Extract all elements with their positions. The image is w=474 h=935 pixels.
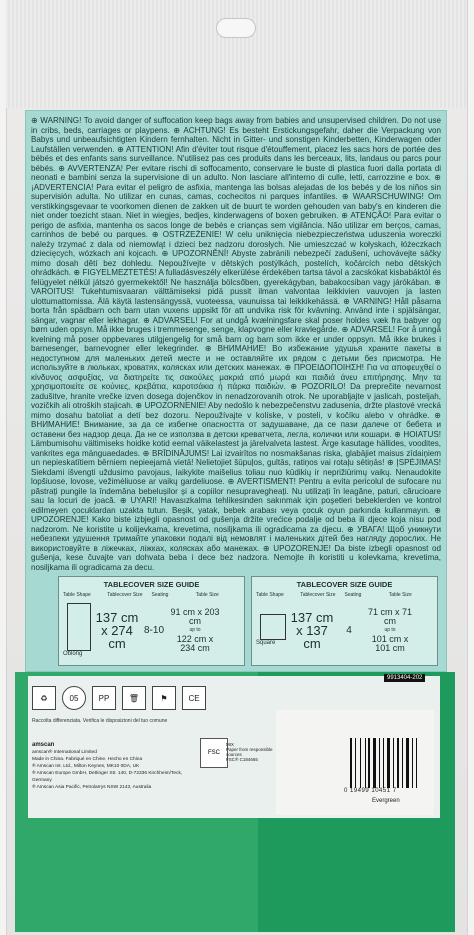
- barcode-bar: [383, 738, 384, 788]
- size-guide-row: [59, 598, 244, 662]
- header-table-shape: Table Shape: [256, 592, 284, 598]
- warning-paragraph: ⊕ УВАГА! Щоб уникнути небезпеки удушення тримайте упаковки подалі від немовлят і маленьких дітей без нагляду дорослих. Не використовуйте в ліжечках, ліжках, колясках або манежах.: [31, 524, 442, 553]
- table-size-cell: [169, 608, 221, 653]
- hang-hole: [216, 18, 256, 38]
- size-guide-title: TABLECOVER SIZE GUIDE: [103, 580, 200, 589]
- maker-line: amscan® International Limited: [32, 750, 97, 755]
- cover-size-value: 137 cm x 274 cm: [95, 609, 139, 651]
- square-shape-icon: [260, 614, 286, 640]
- barcode-bar: [416, 738, 417, 788]
- ce-mark-icon: CE: [182, 686, 206, 710]
- header-table-size: Table Size: [195, 592, 219, 598]
- barcode-bar: [393, 738, 394, 788]
- warning-paragraph: ⊕ ATENÇÃO! Para evitar o perigo de asfixia, mantenha os sacos longe de bebés e crianças sem vigilância. Não utilizar em berços, camas, carrinhos de bebé ou parques.: [31, 211, 441, 239]
- bag-header-seal: [6, 0, 466, 108]
- maker-line: ® Amscan Asia Pacific, Petrolarrys NSW 2143, Australia: [32, 785, 152, 790]
- pp-label: [92, 686, 116, 710]
- warning-paragraph: ⊕ ADVARSEL! For å unngå kvelning må poser oppbevares utilgjengelig for små barn og barn som ikke er under oppsyn. Må ikke brukes i barnesenger, barnevogner eller lekegrinder.: [31, 325, 441, 353]
- barcode-bar: [379, 738, 380, 788]
- brand-logo: amscan: [32, 742, 55, 748]
- warning-paragraph: ⊕ UPOZORENJE! Da biste izbegli opasnost od gušenja, kese čuvajte van dohvata beba i dece bez nadzora. Nemojte ih koristiti u kolevkama, krevetima, nosiljkama ili ogradicama za decu.: [31, 543, 441, 572]
- size-guide-square: [251, 576, 438, 666]
- oblong-shape-icon: [67, 603, 91, 651]
- tablecover-size-guide: [58, 576, 438, 666]
- fsc-text: FSC: [208, 750, 220, 756]
- up-to-label: up to: [384, 626, 396, 633]
- fsc-details: [226, 742, 274, 762]
- seating-value: 8-10: [143, 624, 164, 636]
- table-size-max: 101 cm x 101 cm: [371, 633, 409, 653]
- warning-paragraph: ⊕ AVERTISMENT! Pentru a evita pericolul de sufocare nu păstrați pungile la îndemâna bebelușilor și a copiilor nesupravegheați. Nu utilizați în leagăne, paturi, cărucioare sau la locuri de joacă.: [31, 477, 441, 505]
- warning-paragraph: ⊕ ΠΡΟΕΙΔΟΠΟΙΗΣΗ! Για να αποφευχθεί ο κίνδυνος ασφυξίας, να διατηρείτε τις σακούλες μακριά από μωρά και παιδιά άνευ επιτήρησης. Μην τα χρησιμοποιείτε σε κούνιες, κρεβάτια, καροτσάκια ή πάρκα παιδιών.: [31, 363, 442, 391]
- fsc-source: Paper from responsible sources: [226, 747, 273, 757]
- warning-paragraph: ⊕ VARNING! Håll påsarna borta från spädbarn och barn utan vuxens uppsikt för att undvika risk för kvävning. Använd inte i spjälsängar, sängar, vagnar eller lekhagar.: [31, 296, 442, 325]
- warning-paragraph: ⊕ UPOZORENJE! Kako biste izbjegli opasnost od gušenja držite vrećice podalje od beba ili djece koja nisu pod nadzorom. Ne koristite u kolijevkama, krevetima, nosiljkama ili ogradicama za djecu.: [31, 505, 441, 534]
- warning-paragraph: ⊕ UYARI! Havasızkalma tehlikesinden sakınmak için poşetleri bebeklerden ve kontrol edilmeyen çocuklardan uzakta tutun. Beşik, yatak, bebek arabası veya çocuk oyun parkında kullanmayın.: [31, 496, 441, 515]
- warning-paragraph: ⊕ POZORILO! Da preprečite nevarnost zadušitve, hranite vrečke izven dosega dojenčkov in nenadzorovanih otrok. Ne uporabljajte v jaslicah, posteljah, vozičkih ali otroških stajicah.: [31, 382, 442, 410]
- tidy-man-icon: ⚑: [152, 686, 176, 710]
- warning-paragraph: ⊕ FIGYELMEZTETÉS! A fulladásveszély elkerülése érdekében tartsa távol a zacskókat kisbabáktól és felügyelet nélkül játszó gyermekektől! Ne használja bölcsőben, gyerekágyban, babakocsiban vagy járókában.: [31, 268, 441, 287]
- recycle-code: 05: [69, 693, 79, 703]
- warning-paragraph: ⊕ UPOZORNĚNÍ! Abyste zabránili nebezpečí zadušení, uchovávejte sáčky mimo dosah dětí bez dohledu. Nepoužívejte v dětských postýlkách, postelích, kočárcích nebo dětských ohrádkách.: [31, 249, 441, 277]
- header-seating: Seating: [344, 592, 362, 598]
- barcode-bar: [397, 738, 399, 788]
- barcode-bar: [373, 738, 376, 788]
- barcode-bar: [355, 738, 356, 788]
- up-to-label: up to: [189, 626, 201, 633]
- barcode-bar: [402, 738, 403, 788]
- header-cover-size: Tablecover Size: [107, 592, 143, 598]
- warning-paragraph: ⊕ WARNING! To avoid danger of suffocation keep bags away from babies and unsupervised children. Do not use in cribs, beds, carriages or playpens.: [31, 116, 441, 135]
- manufacturer-info: [32, 742, 192, 791]
- table-size-min: 71 cm x 71 cm: [367, 606, 413, 626]
- fsc-logo-icon: [200, 738, 228, 768]
- warning-paragraph: ⊕ WAARSCHUWING! Om verstikkingsgevaar te voorkomen dienen de zakken uit de buurt te worden gehouden van baby's en kinderen die niet onder toezicht staan. Niet in wiegjes, bedjes, kinderwagens of boxen gebruiken.: [31, 192, 442, 220]
- sku-number: 9913404-202: [384, 674, 425, 682]
- shape-cell: [256, 614, 290, 646]
- recycling-icons: [32, 686, 206, 710]
- shape-cell: [63, 603, 95, 657]
- barcode-bar: [350, 738, 352, 788]
- seating-value: 4: [346, 624, 352, 636]
- table-size-min: 91 cm x 203 cm: [170, 606, 220, 626]
- barcode-bar: [387, 738, 390, 788]
- warning-paragraph: ⊕ ВНИМАНИЕ! Внимание, за да се избегне опасността от задушаване, да се пази далече от бебета и оставени без надзор деца. Да не се използва в детски креватчета, легла, колички или кошари.: [31, 410, 441, 439]
- barcode-bar: [365, 738, 366, 788]
- warning-paragraph: ⊕ ВНИМАНИЕ! Во избежание удушья храните пакеты в недоступном для маленьких детей месте и не оставляйте их рядом с детьми без присмотра. Не используйте в люльках, кроватях, колясках или детских манежах.: [31, 344, 441, 372]
- warning-paragraph: ⊕ AVVERTENZA! Per evitare rischi di soffocamento, conservare le buste di plastica fuori dalla portata di neonati e bambini senza la supervisione di un adulto. Non lasciare all'interno di culle, letti, carrozzine e box.: [31, 163, 441, 182]
- recycle-note: Raccolta differenziata. Verifica le disposizioni del tuo comune: [32, 718, 168, 724]
- pp-recycle-icon: [62, 686, 86, 710]
- warning-paragraph: ⊕ VAROITUS! Tukehtumisvaaran välttämiseksi pidä pussit ilman valvontaa leikkivien vauvojen ja lasten ulottumattomissa. Älä käytä lastensängyssä, vuoteessa, vaunuissa tai leikkikehässä.: [31, 277, 442, 306]
- barcode-icon: [350, 738, 420, 788]
- recycle-box-icon: ♻: [32, 686, 56, 710]
- header-table-size: Table Size: [388, 592, 412, 598]
- header-seating: Seating: [151, 592, 169, 598]
- size-guide-headers: [252, 589, 437, 598]
- fsc-code: FSC® C184665: [226, 757, 258, 762]
- barcode-bar: [360, 738, 361, 788]
- warning-paragraph: ⊕ OSTRZEŻENIE! W celu uniknięcia niebezpieczeństwa uduszenia woreczki należy trzymać z dala od niemowląt i dzieci bez nadzoru dorosłych. Nie umieszczać w kołyskach, łóżeczkach dziecięcych, wózkach ani kojcach.: [31, 230, 442, 258]
- warning-paragraph: ⊕ ĮSPĖJIMAS! Siekdami išvengti uždusimo pavojaus, laikykite maišelius toliau nuo kūdikių ir neprižiūrimų vaikų. Nenaudokite lopšiuose, lovose, vežimėliuose ar vaikų gardeliuose.: [31, 458, 442, 486]
- table-size-max: 122 cm x 234 cm: [176, 633, 214, 653]
- warning-paragraph: ⊕ ADVARSEL! For at undgå kvælningsfare skal poser holdes væk fra babyer og børn uden opsyn. Må ikke bruges i tremmesenge, senge, klapvogne eller kravlegårde.: [31, 315, 441, 334]
- shape-label: Square: [256, 640, 276, 646]
- color-name: Evergreen: [372, 798, 400, 804]
- barcode-bar: [368, 738, 370, 788]
- header-table-shape: Table Shape: [63, 592, 91, 598]
- warning-text-block: [31, 116, 442, 572]
- shape-label: Oblong: [63, 651, 83, 657]
- size-guide-oblong: [58, 576, 245, 666]
- bin-icon: 🗑: [122, 686, 146, 710]
- warning-paragraph: ⊕ BRĪDINĀJUMS! Lai izvairītos no nosmakšanas riska, glabājiet maisus zīdaiņiem un nepieskatītiem bērniem nepieejamā vietā! Nelietojiet šūpuļos, gultās, ratiņos vai rotaļu sētiņās!: [31, 448, 441, 467]
- size-guide-title: TABLECOVER SIZE GUIDE: [296, 580, 393, 589]
- header-cover-size: Tablecover Size: [300, 592, 336, 598]
- barcode-number: 0 19499 10451 7: [344, 788, 397, 794]
- maker-line: ® Amscan Int. Ltd., Milton Keynes, MK10 0DA, UK: [32, 764, 140, 769]
- table-size-cell: [364, 608, 416, 653]
- warning-paragraph: ⊕ UPOZORNENIE! Aby nedošlo k nebezpečenstvu zadusenia, držte plastové vrecká mimo dosahu batoliat a detí bez dozoru. Nepoužívajte v kolíske, v posteli, v kočíku alebo v ohrádke.: [31, 401, 442, 420]
- warning-paragraph: ⊕ ¡ADVERTENCIA! Para evitar el peligro de asfixia, mantenga las bolsas alejadas de los bebés y de los niños sin supervisión adulta. No utilizar en cunas, camas, cochecitos ni parques infantiles.: [31, 173, 442, 201]
- warning-paragraph: ⊕ ACHTUNG! Es besteht Erstickungsgefahr, daher die Verpackung von Babys und unbeaufsichtigten Kindern fernhalten. Nicht in Gitter- und sonstigen Kinderbetten, Kinderwagen oder Laufställen verwenden.: [31, 125, 441, 154]
- size-guide-headers: [59, 589, 244, 598]
- cover-size-value: 137 cm x 137 cm: [290, 609, 334, 651]
- warning-paragraph: ⊕ HOIATUS! Lämbumisohu vältimiseks hoidke kotid eemal väikelastest ja järelvalveta lastest. Ärge kasutage hällides, voodites, vankrites ega mänguaedades.: [31, 429, 441, 458]
- size-guide-row: [252, 598, 437, 662]
- maker-line: ® Amscan Europe GmbH, Dettinger Str. 140, D-72336 Kirchheim/Teck, Germany: [32, 771, 183, 783]
- maker-line: Made in China. Fabriqué en Chine. Hecho en China: [32, 757, 143, 762]
- warning-paragraph: ⊕ ATTENTION! Afin d'éviter tout risque d'étouffement, placez les sacs hors de portée des bébés et des enfants sans surveillance. N'utilisez pas ces produits dans les berceaux, lits, landaus ou parcs pour bébés.: [31, 144, 441, 173]
- pp-text: PP: [98, 693, 110, 703]
- barcode-bar: [406, 738, 409, 788]
- fsc-mix: MIX: [226, 742, 235, 747]
- barcode-bar: [412, 738, 413, 788]
